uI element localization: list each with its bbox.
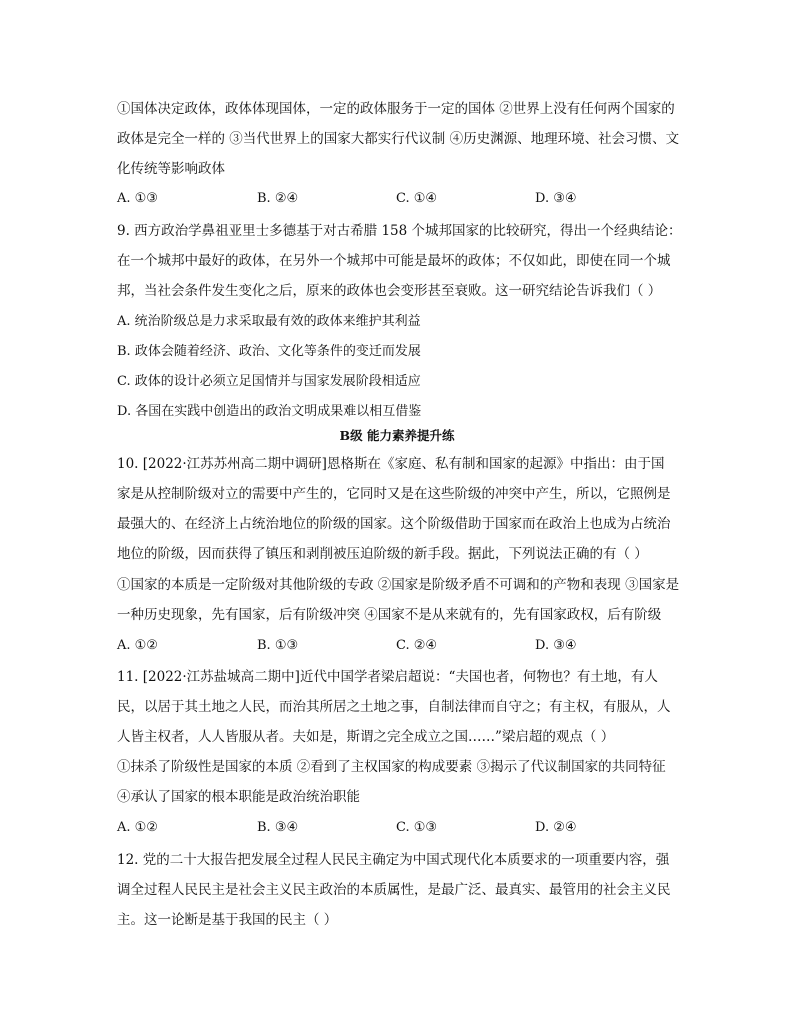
q10-statement-line: 一种历史现象，先有国家，后有阶级冲突 ④国家不是从来就有的，先有国家政权，后有阶级 [117, 607, 662, 623]
q10-option-c[interactable]: C. ②④ [396, 638, 438, 653]
q9-stem-line: 在一个城邦中最好的政体，在另外一个城邦中可能是最坏的政体；不仅如此，即使在同一个城 [117, 253, 671, 269]
q11-option-d[interactable]: D. ②④ [535, 820, 577, 835]
q12-stem-line: 12. 党的二十大报告把发展全过程人民民主确定为中国式现代化本质要求的一项重要内容，强 [117, 852, 670, 868]
q8-option-a[interactable]: A. ①③ [117, 191, 158, 206]
q8-option-c[interactable]: C. ①④ [396, 191, 438, 206]
section-heading: B级 能力素养提升练 [339, 428, 455, 443]
q10-statement-line: ①国家的本质是一定阶级对其他阶级的专政 ②国家是阶级矛盾不可调和的产物和表现 ③国家是 [117, 577, 680, 593]
q8-option-d[interactable]: D. ③④ [535, 191, 577, 206]
q11-statement-line: ④承认了国家的根本职能是政治统治职能 [117, 789, 360, 805]
q10-option-d[interactable]: D. ③④ [535, 638, 577, 653]
q9-option-a[interactable]: A. 统治阶级总是力求采取最有效的政体来维护其利益 [117, 314, 421, 329]
q10-stem-line: 10. [2022·江苏苏州高二期中调研]恩格斯在《家庭、私有制和国家的起源》中指出：由于国 [117, 456, 665, 472]
q9-option-c[interactable]: C. 政体的设计必须立足国情并与国家发展阶段相适应 [117, 374, 421, 389]
q9-option-d[interactable]: D. 各国在实践中创造出的政治文明成果难以相互借鉴 [117, 404, 422, 419]
q11-stem-line: 民，以居于其土地之人民，而治其所居之土地之事，自制法律而自守之；有主权，有服从，人 [117, 699, 671, 715]
q11-option-a[interactable]: A. ①② [117, 820, 158, 835]
q10-stem-line: 最强大的、在经济上占统治地位的阶级的国家。这个阶级借助于国家而在政治上也成为占统治 [117, 516, 671, 532]
q12-stem-line: 调全过程人民民主是社会主义民主政治的本质属性，是最广泛、最真实、最管用的社会主义民 [117, 882, 671, 898]
q8-option-b[interactable]: B. ②④ [257, 191, 299, 206]
q8-statement-line: ①国体决定政体，政体体现国体，一定的政体服务于一定的国体 ②世界上没有任何两个国家的 [117, 101, 675, 117]
q11-option-b[interactable]: B. ③④ [257, 820, 299, 835]
q8-statement-line: 化传统等影响政体 [117, 161, 225, 177]
q10-option-a[interactable]: A. ①② [117, 638, 158, 653]
q11-stem-line: 11. [2022·江苏盐城高二期中]近代中国学者梁启超说：“夫国也者，何物也？有土地，有人 [117, 669, 658, 685]
q11-option-c[interactable]: C. ①③ [396, 820, 438, 835]
q12-stem-line: 主。这一论断是基于我国的民主（ ） [117, 912, 338, 928]
q10-stem-line: 地位的阶级，因而获得了镇压和剥削被压迫阶级的新手段。据此，下列说法正确的有（ ） [117, 546, 648, 562]
q10-stem-line: 家是从控制阶级对立的需要中产生的，它同时又是在这些阶级的冲突中产生，所以，它照例是 [117, 486, 671, 502]
q10-option-b[interactable]: B. ①③ [257, 638, 299, 653]
q8-statement-line: 政体是完全一样的 ③当代世界上的国家大都实行代议制 ④历史渊源、地理环境、社会习惯、文 [117, 131, 680, 147]
q11-statement-line: ①抹杀了阶级性是国家的本质 ②看到了主权国家的构成要素 ③揭示了代议制国家的共同特征 [117, 759, 666, 775]
q9-option-b[interactable]: B. 政体会随着经济、政治、文化等条件的变迁而发展 [117, 344, 421, 359]
q11-stem-line: 人皆主权者，人人皆服从者。夫如是，斯谓之完全成立之国……”梁启超的观点（ ） [117, 729, 615, 745]
q9-stem-line: 邦，当社会条件发生变化之后，原来的政体也会变形甚至衰败。这一研究结论告诉我们（ ） [117, 283, 662, 299]
q9-stem-line: 9. 西方政治学鼻祖亚里士多德基于对古希腊 158 个城邦国家的比较研究，得出一个经典结论： [117, 223, 682, 239]
